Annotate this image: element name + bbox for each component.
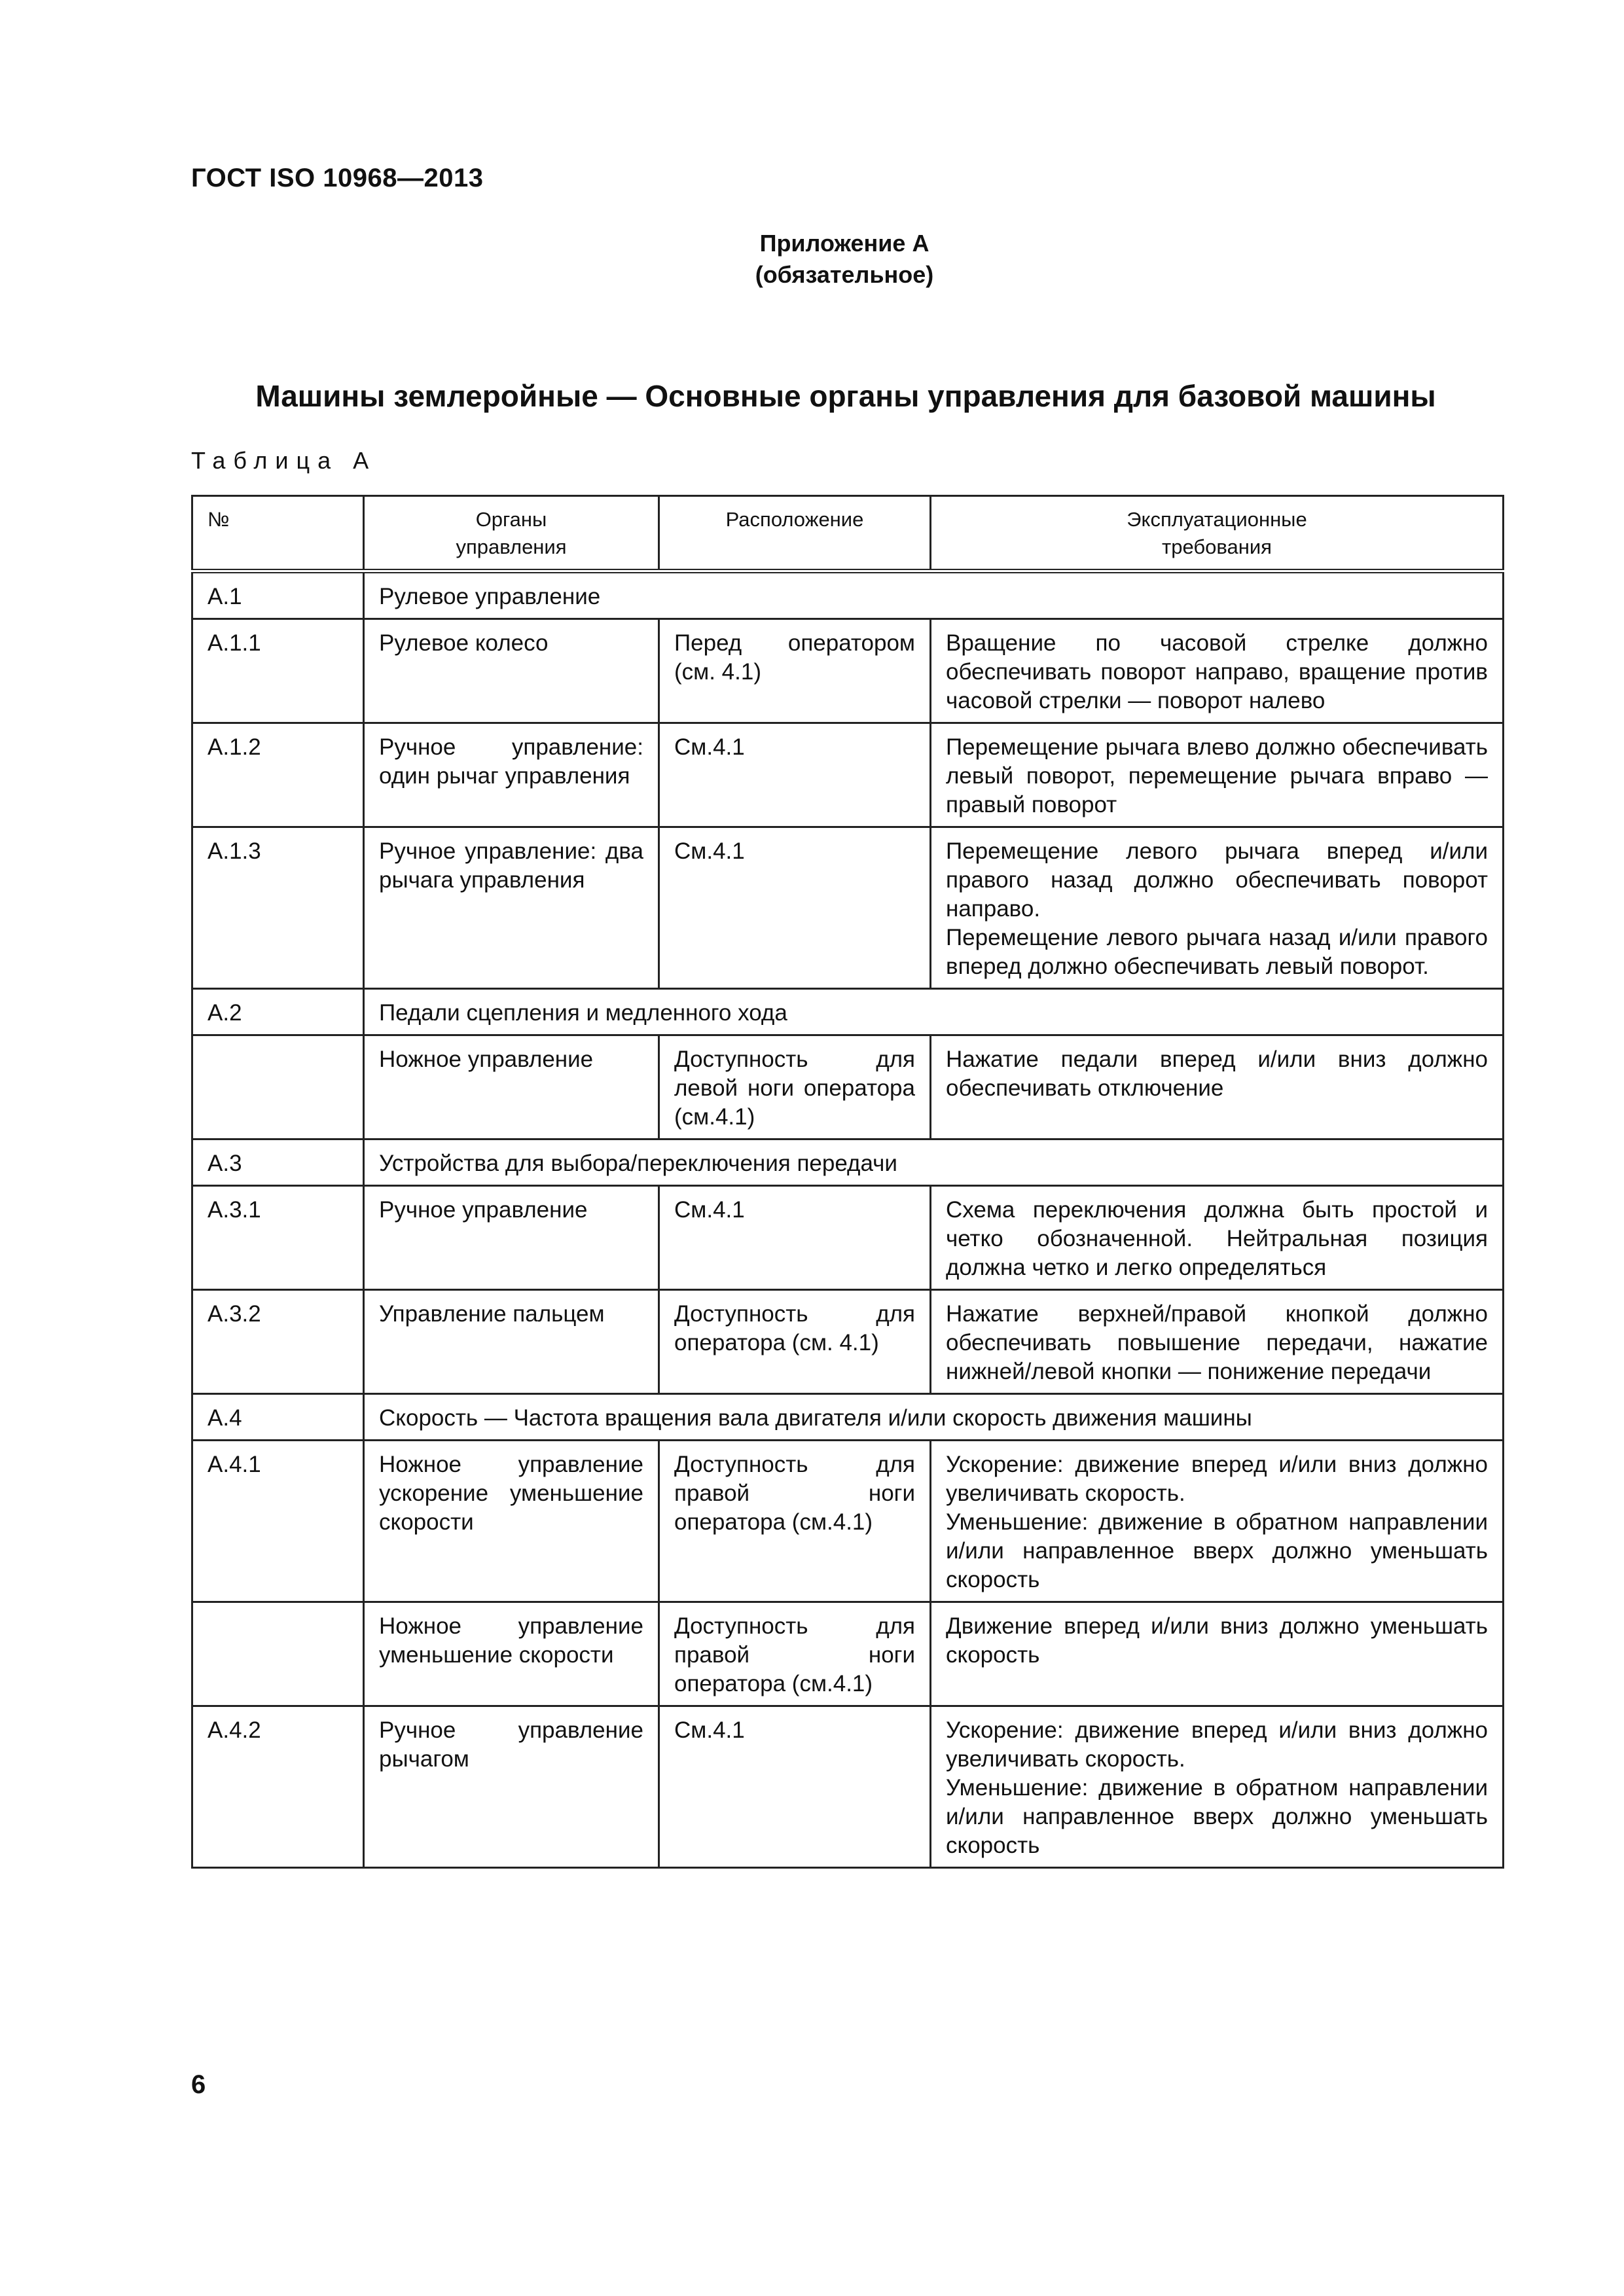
table-row <box>192 1035 1504 1139</box>
requirement-paragraph: Ускорение: движение вперед и/или вниз должно увеличивать скорость. <box>946 1452 1488 1506</box>
section-number: А.4 <box>192 1394 364 1441</box>
table-row <box>192 1290 1504 1394</box>
document-code: ГОСТ ISO 10968—2013 <box>191 164 484 192</box>
row-control: Ручное управление: один рычаг управления <box>364 723 659 827</box>
controls-table <box>191 495 1504 1869</box>
row-number: А.4.2 <box>192 1706 364 1868</box>
table-header-row <box>192 496 1504 571</box>
row-location: Перед оператором (см. 4.1) <box>659 619 931 723</box>
table-label: Таблица А <box>191 447 377 474</box>
row-control: Ножное управление <box>364 1035 659 1139</box>
row-requirement: Нажатие педали вперед и/или вниз должно обеспечивать отключение <box>931 1035 1504 1139</box>
row-location: Доступность для правой ноги оператора (см.4.1) <box>659 1441 931 1602</box>
row-requirement <box>931 827 1504 989</box>
row-location: Доступность для правой ноги оператора (см.4.1) <box>659 1602 931 1706</box>
row-number: А.3.2 <box>192 1290 364 1394</box>
annex-status: (обязательное) <box>755 261 934 288</box>
row-location: См.4.1 <box>659 723 931 827</box>
row-number: А.1.1 <box>192 619 364 723</box>
page-title: Машины землеройные — Основные органы управления для базовой машины <box>255 379 1436 413</box>
page-number: 6 <box>191 2070 206 2099</box>
row-number <box>192 1602 364 1706</box>
row-control: Управление пальцем <box>364 1290 659 1394</box>
section-number: А.1 <box>192 571 364 619</box>
header-number: № <box>192 496 364 571</box>
row-location: Доступность для оператора (см. 4.1) <box>659 1290 931 1394</box>
row-requirement: Перемещение рычага влево должно обеспечивать левый поворот, перемещение рычага вправо — правый поворот <box>931 723 1504 827</box>
row-requirement <box>931 1441 1504 1602</box>
row-location: См.4.1 <box>659 827 931 989</box>
section-title: Рулевое управление <box>364 571 1504 619</box>
table-row <box>192 827 1504 989</box>
section-title: Устройства для выбора/переключения передачи <box>364 1139 1504 1186</box>
row-requirement <box>931 1706 1504 1868</box>
row-number <box>192 1035 364 1139</box>
row-control: Рулевое колесо <box>364 619 659 723</box>
annex-heading <box>0 228 1624 291</box>
section-number: А.3 <box>192 1139 364 1186</box>
section-number: А.2 <box>192 989 364 1035</box>
table-row <box>192 1186 1504 1290</box>
row-requirement: Схема переключения должна быть простой и четко обозначенной. Нейтральная позиция должна четко и легко определяться <box>931 1186 1504 1290</box>
row-control: Ножное управление ускорение уменьшение скорости <box>364 1441 659 1602</box>
row-location: См.4.1 <box>659 1186 931 1290</box>
header-location: Расположение <box>659 496 931 571</box>
requirement-paragraph: Уменьшение: движение в обратном направлении и/или направленное вверх должно уменьшать скорость <box>946 1509 1488 1592</box>
annex-title: Приложение А <box>759 230 929 257</box>
section-row <box>192 571 1504 619</box>
header-requirements <box>931 496 1504 571</box>
header-controls-line-2: управления <box>456 535 567 558</box>
header-requirements-line-1: Эксплуатационные <box>1127 508 1307 531</box>
header-requirements-line-2: требования <box>1162 535 1272 558</box>
table-row <box>192 1706 1504 1868</box>
row-control: Ручное управление <box>364 1186 659 1290</box>
table-row <box>192 619 1504 723</box>
row-number: А.1.2 <box>192 723 364 827</box>
row-control: Ручное управление: два рычага управления <box>364 827 659 989</box>
row-number: А.3.1 <box>192 1186 364 1290</box>
section-row <box>192 1394 1504 1441</box>
section-row <box>192 1139 1504 1186</box>
row-location: См.4.1 <box>659 1706 931 1868</box>
row-number: А.4.1 <box>192 1441 364 1602</box>
row-control: Ножное управление уменьшение скорости <box>364 1602 659 1706</box>
section-title: Скорость — Частота вращения вала двигателя и/или скорость движения машины <box>364 1394 1504 1441</box>
section-row <box>192 989 1504 1035</box>
requirement-paragraph: Уменьшение: движение в обратном направлении и/или направленное вверх должно уменьшать скорость <box>946 1775 1488 1858</box>
requirement-paragraph: Перемещение левого рычага вперед и/или правого назад должно обеспечивать поворот направо. <box>946 838 1488 922</box>
requirement-paragraph: Ускорение: движение вперед и/или вниз должно увеличивать скорость. <box>946 1717 1488 1772</box>
requirement-paragraph: Перемещение левого рычага назад и/или правого вперед должно обеспечивать левый поворот. <box>946 925 1488 979</box>
header-controls-line-1: Органы <box>475 508 547 531</box>
row-location: Доступность для левой ноги оператора (см.4.1) <box>659 1035 931 1139</box>
section-title: Педали сцепления и медленного хода <box>364 989 1504 1035</box>
table-row <box>192 1602 1504 1706</box>
header-controls <box>364 496 659 571</box>
table-row <box>192 723 1504 827</box>
row-control: Ручное управление рычагом <box>364 1706 659 1868</box>
row-requirement: Вращение по часовой стрелке должно обеспечивать поворот направо, вращение против часовой стрелки — поворот налево <box>931 619 1504 723</box>
table-row <box>192 1441 1504 1602</box>
row-requirement: Движение вперед и/или вниз должно уменьшать скорость <box>931 1602 1504 1706</box>
row-number: А.1.3 <box>192 827 364 989</box>
row-requirement: Нажатие верхней/правой кнопкой должно обеспечивать повышение передачи, нажатие нижней/левой кнопки — понижение передачи <box>931 1290 1504 1394</box>
